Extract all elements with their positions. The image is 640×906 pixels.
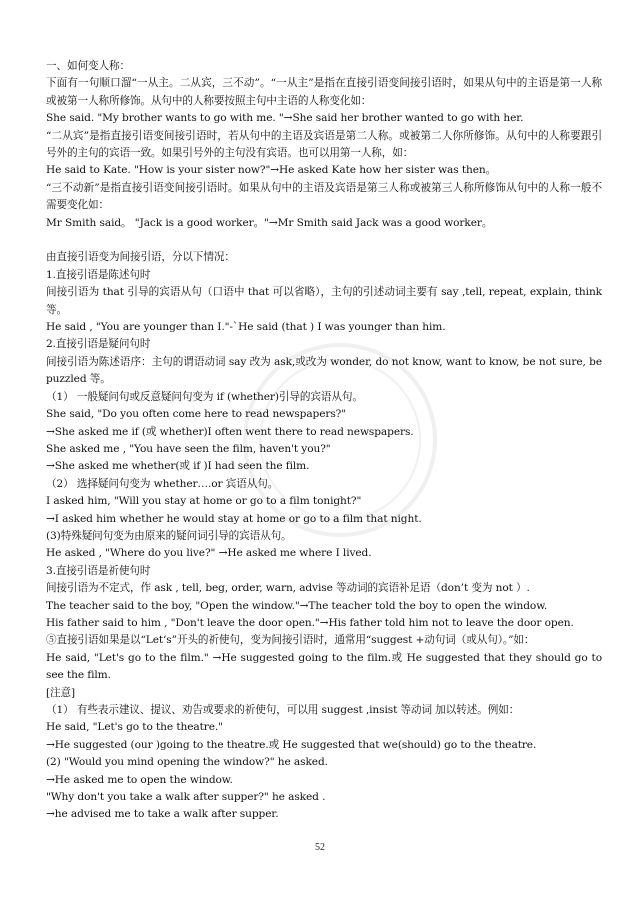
subsection-heading: 2.直接引语是疑问句时 (46, 338, 151, 351)
example-sentence: He said, "Let's go to the film." →He suggested going to the film.或 He suggested that they should go to see the film. (46, 651, 602, 682)
note-heading: [注意] (46, 686, 76, 699)
text-paragraph: 间接引语为陈述语序：主句的谓语动词 say 改为 ask,或改为 wonder, do not know, want to know, be not sure, be puzzled 等。 (46, 355, 602, 386)
example-sentence: She said, "Do you often come here to read newspapers?" (46, 408, 347, 421)
example-sentence: →He asked me to open the window. (46, 773, 233, 786)
text-paragraph: “三不动新”是指直接引语变间接引语时。如果从句中的主语及宾语是第三人称或被第三人称所修饰从句中的人称一般不需要变化如： (46, 181, 602, 212)
text-paragraph: 间接引语为不定式，作 ask , tell, beg, order, warn, advise 等动词的宾语补足语（don’t 变为 not ）. (46, 582, 530, 595)
example-sentence: (2) "Would you mind opening the window?" he asked. (46, 756, 328, 769)
text-paragraph: 间接引语为 that 引导的宾语从句（口语中 that 可以省略），主句的引述动词主要有 say ,tell, repeat, explain, think 等。 (46, 286, 602, 316)
example-sentence: Mr Smith said。 "Jack is a good worker。"→Mr Smith said Jack was a good worker。 (46, 216, 493, 229)
document-body (46, 58, 602, 824)
page-number: 52 (315, 842, 325, 853)
text-paragraph: 下面有一句顺口溜“一从主。二从宾，三不动”。“一从主”是指在直接引语变间接引语时，如果从句中的主语是第一人称或被第一人称所修饰。从句中的人称要按照主句中主语的人称变化如： (46, 77, 602, 107)
example-sentence: →She asked me whether(或 if )I had seen the film. (46, 460, 310, 473)
example-sentence: →She asked me if (或 whether)I often went there to read newspapers. (46, 425, 414, 438)
example-sentence: →He suggested (our )going to the theatre.或 He suggested that we(should) go to the theatre. (46, 738, 537, 751)
example-sentence: He said, "Let's go to the theatre." (46, 721, 223, 734)
subsection-heading: 1.直接引语是陈述句时 (46, 268, 151, 281)
example-sentence: She said. "My brother wants to go with me. "→She said her brother wanted to go with her. (46, 112, 524, 125)
rule-item: (3)特殊疑问句变为由原来的疑问词引导的宾语从句。 (46, 529, 292, 542)
rule-item: ⑤直接引语如果是以“Let‘s”开头的祈使句，变为间接引语时，通常用“suggest +动句词（或从句）。”如： (46, 634, 535, 647)
subsection-heading: 3.直接引语是祈使句时 (46, 564, 151, 577)
example-sentence: He said to Kate. "How is your sister now?"→He asked Kate how her sister was then。 (46, 164, 497, 177)
example-sentence: He said , "You are younger than I."-`He said (that ) I was younger than him. (46, 321, 446, 334)
example-sentence: →he advised me to take a walk after supper. (46, 808, 279, 821)
blank-line (46, 232, 602, 249)
example-sentence: "Why don't you take a walk after supper?" he asked . (46, 791, 326, 804)
example-sentence: I asked him, "Will you stay at home or go to a film tonight?" (46, 495, 362, 508)
example-sentence: His father said to him , "Don't leave the door open."→His father told him not to leave the door open. (46, 616, 574, 629)
text-paragraph: 由直接引语变为间接引语，分以下情况： (46, 251, 235, 264)
section-heading: 一、如何变人称： (46, 60, 130, 72)
example-sentence: She asked me , "You have seen the film, haven't you?" (46, 442, 331, 455)
example-sentence: The teacher said to the boy, "Open the window."→The teacher told the boy to open the window. (46, 599, 548, 612)
rule-item: （1） 有些表示建议、提议、劝告或要求的祈使句，可以用 suggest ,insist 等动词 加以转述。例如： (46, 704, 520, 717)
rule-item: （1） 一般疑问句或反意疑问句变为 if (whether)引导的宾语从句。 (46, 390, 363, 403)
example-sentence: He asked , "Where do you live?" →He asked me where I lived. (46, 547, 372, 560)
text-paragraph: “二从宾”是指直接引语变间接引语时，若从句中的主语及宾语是第二人称。或被第二人你所修饰。从句中的人称要跟引号外的主句的宾语一致。如果引号外的主句没有宾语。也可以用第一人称，如： (46, 129, 602, 160)
rule-item: （2） 选择疑问句变为 whether….or 宾语从句。 (46, 477, 279, 490)
example-sentence: →I asked him whether he would stay at home or go to a film that night. (46, 512, 422, 525)
